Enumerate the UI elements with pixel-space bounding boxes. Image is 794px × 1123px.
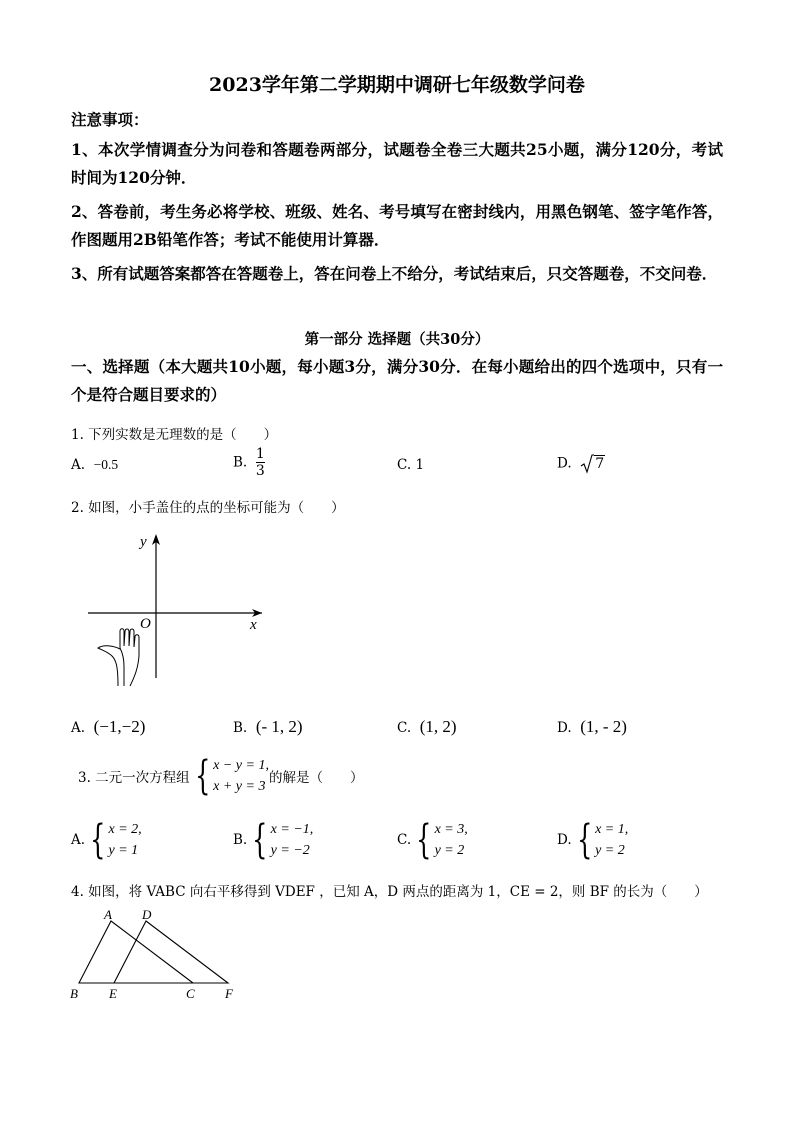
q3-option-c: C. { x = 3, y = 2: [397, 817, 468, 863]
q1-option-b: B. $\frac{1}{3}$: [233, 446, 265, 479]
q3-stem: 3. 二元一次方程组 { x − y = 1, x + y = 3 的解是（ ）: [78, 753, 364, 799]
q4-stem: 4. 如图，将 VABC 向右平移得到 VDEF ，已知 A，D 两点的距离为 1，CE = 2，则 BF 的长为（ ）: [71, 884, 708, 900]
q1-option-d: D. 7: [557, 454, 605, 474]
hand-icon: [98, 629, 139, 686]
label-f: F: [225, 986, 233, 1001]
label-d: D: [142, 907, 152, 922]
label-b: B: [70, 986, 78, 1001]
q2-option-d: D. (1, - 2): [557, 717, 627, 736]
label-c: C: [186, 986, 195, 1001]
sqrt-symbol: [580, 454, 594, 474]
triangle-abc: [79, 921, 193, 983]
q2-stem: 2. 如图，小手盖住的点的坐标可能为（ ）: [71, 500, 345, 516]
origin-label: O: [140, 616, 151, 632]
page-title: 2023学年第二学期期中调研七年级数学问卷: [209, 74, 585, 96]
q3-option-d: D. { x = 1, y = 2: [557, 817, 629, 863]
triangle-def: [114, 921, 228, 983]
q4-triangle-figure: [66, 905, 256, 1005]
q3-option-b: B. { x = −1, y = −2: [233, 817, 314, 863]
label-e: E: [109, 986, 117, 1001]
part1-heading: 第一部分 选择题（共30分）: [304, 331, 490, 348]
notice-item-2: 2、答卷前，考生务必将学校、班级、姓名、考号填写在密封线内，用黑色钢笔、签字笔作答，作图题用2B铅笔作答；考试不能使用计算器．: [71, 202, 723, 249]
x-axis-label: x: [250, 617, 257, 633]
section-heading: 一、选择题（本大题共10小题，每小题3分，满分30分．在每小题给出的四个选项中，只有一个是符合题目要求的）: [71, 357, 723, 404]
q1-stem: 1. 下列实数是无理数的是（ ）: [71, 427, 278, 443]
notice-heading: 注意事项：: [71, 110, 149, 129]
equation-system: { x − y = 1, x + y = 3: [194, 753, 269, 799]
q2-coordinate-figure: [80, 528, 280, 693]
y-axis-label: y: [140, 534, 147, 550]
q2-option-c: C. (1, 2): [397, 717, 457, 736]
q1-option-a: A. −0.5: [71, 457, 119, 473]
q3-option-a: A. { x = 2, y = 1: [71, 817, 142, 863]
notice-item-3: 3、所有试题答案都答在答题卷上，答在问卷上不给分，考试结束后，只交答题卷，不交问卷．: [71, 264, 718, 283]
q1-option-c: C. 1: [397, 457, 425, 473]
notice-item-1: 1、本次学情调查分为问卷和答题卷两部分，试题卷全卷三大题共25小题，满分120分，考试时间为120分钟．: [71, 140, 723, 187]
label-a: A: [104, 907, 112, 922]
q2-option-b: B. (- 1, 2): [233, 717, 303, 736]
fraction: $\frac{1}{3}$: [255, 446, 265, 479]
q2-option-a: A. (−1,−2): [71, 717, 146, 736]
